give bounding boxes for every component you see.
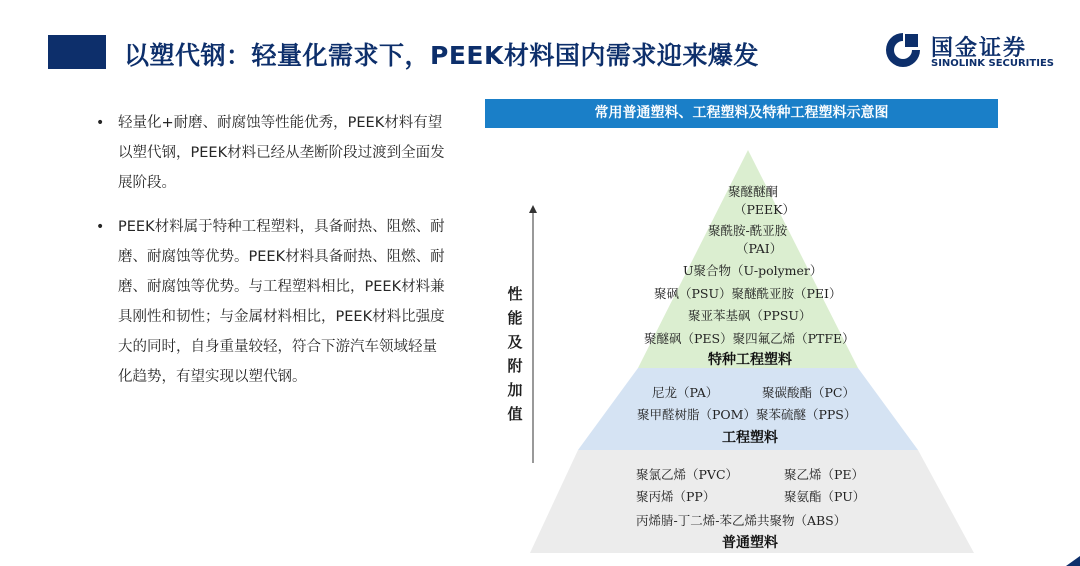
pyramid-item-label: 聚丙烯（PP） (636, 489, 716, 504)
pyramid-item-label: 聚氨酯（PU） (784, 489, 866, 504)
tier-name-engineering: 工程塑料 (722, 430, 778, 446)
pyramid-item-label: 聚酰胺-酰亚胺 (708, 223, 788, 238)
pyramid-item-label: 聚砜（PSU）聚醚酰亚胺（PEI） (654, 286, 842, 301)
bullet-text: 轻量化+耐磨、耐腐蚀等性能优秀，PEEK材料有望以塑代钢，PEEK材料已经从垄断阶段过渡到全面发展阶段。 (118, 115, 445, 191)
tier-name-special: 特种工程塑料 (708, 352, 792, 368)
bullet-item (96, 108, 446, 198)
pyramid-item-label: 聚乙烯（PE） (784, 467, 865, 482)
pyramid-item-label: 尼龙（PA） (652, 385, 719, 400)
page-title: 以塑代钢：轻量化需求下，PEEK材料国内需求迎来爆发 (124, 41, 759, 70)
title-accent-block (48, 35, 106, 69)
pyramid-item-label: （PEEK） (734, 202, 795, 217)
logo-english-name: SINOLINK SECURITIES (931, 58, 1054, 69)
pyramid-item-label: （PAI） (736, 241, 783, 256)
bullet-text: PEEK材料属于特种工程塑料，具备耐热、阻燃、耐磨、耐腐蚀等优势。PEEK材料具备耐热、阻燃、耐磨、耐腐蚀等优势。与工程塑料相比，PEEK材料兼具刚性和韧性；与金属材料相比，PEEK材料比强度大的同时，自身重量较轻，符合下游汽车领域轻量化趋势，有望实现以塑代钢。 (118, 219, 445, 385)
corner-decoration (1066, 556, 1080, 566)
bullet-list (96, 108, 446, 406)
logo-chinese-name: 国金证券 (931, 36, 1028, 61)
bullet-marker: • (96, 219, 105, 235)
pyramid-item-label: 聚醚砜（PES）聚四氟乙烯（PTFE） (644, 331, 855, 346)
pyramid-item-label: 聚甲醛树脂（POM）聚苯硫醚（PPS） (637, 407, 857, 422)
bullet-item (96, 212, 446, 392)
pyramid-item-label: 聚碳酸酯（PC） (762, 385, 855, 400)
bullet-marker: • (96, 115, 105, 131)
pyramid-item-label: 聚氯乙烯（PVC） (636, 467, 739, 482)
pyramid-item-label: 聚亚苯基砜（PPSU） (688, 308, 812, 323)
figure-title: 常用普通塑料、工程塑料及特种工程塑料示意图 (485, 99, 998, 128)
axis-label: 性能及附加值 (507, 285, 523, 423)
tier-name-general: 普通塑料 (722, 535, 778, 551)
pyramid-item-label: 聚醚醚酮 (728, 184, 779, 199)
pyramid-item-label: U聚合物（U-polymer） (683, 263, 823, 278)
sinolink-logo-icon (883, 30, 923, 70)
pyramid-item-label: 丙烯腈-丁二烯-苯乙烯共聚物（ABS） (636, 513, 847, 528)
brand-logo (883, 30, 1068, 74)
